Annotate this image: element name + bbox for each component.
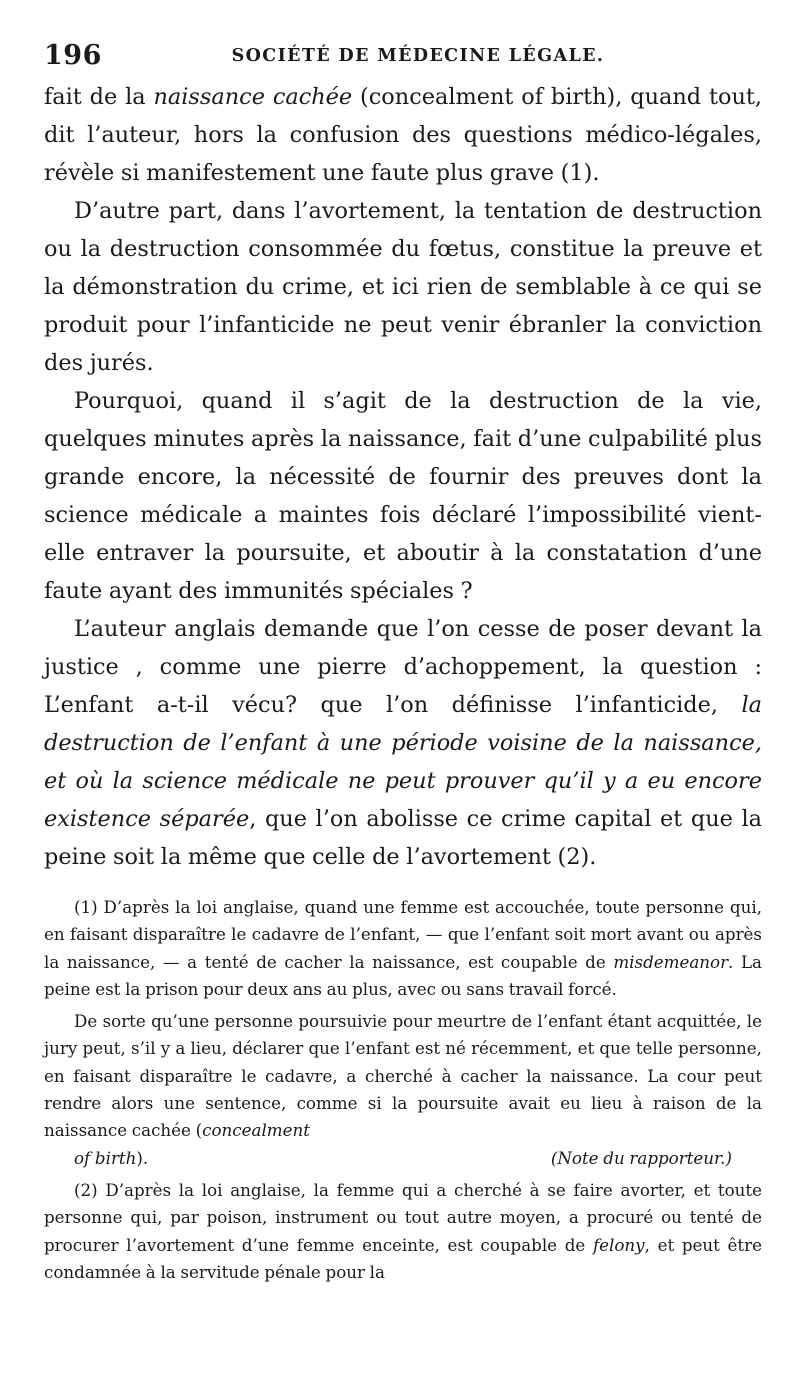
book-page: [44, 40, 762, 1286]
footnote-2: (2) D’après la loi anglaise, la femme qui a cherché à se faire avorter, et toute personne qui, par poison, instrument ou tout autre moyen, a procuré ou tenté de procurer l’avortement d’une femme enceinte, est coupable de felony, et peut être condamnée à la servitude pénale pour la: [44, 1179, 762, 1282]
body-text: [44, 78, 762, 876]
footnotes: [44, 894, 762, 1286]
paragraph-2: D’autre part, dans l’avortement, la tentation de destruction ou la destruction consommée du fœtus, constitue la preuve et la démonstration du crime, et ici rien de semblable à ce qui se produit pour l’infanticide ne peut venir ébranler la conviction des jurés.: [44, 198, 762, 376]
paragraph-3: Pourquoi, quand il s’agit de la destruction de la vie, quelques minutes après la naissance, fait d’une culpabilité plus grande encore, la nécessité de fournir des preuves dont la science médicale a maintes fois déclaré l’impossibilité vient-elle entraver la poursuite, et aboutir à la constatation d’une faute ayant des immunités spéciales ?: [44, 388, 762, 604]
note-attribution: (Note du rapporteur.): [550, 1147, 732, 1168]
paragraph-4: L’auteur anglais demande que l’on cesse de poser devant la justice , comme une pierre d’achoppement, la question : L’enfant a-t-il vécu? que l’on définisse l’infanticide, la destruction de l’enfant à une période voisine de la naissance, et où la science médicale ne peut prouver qu’il y a eu encore existence séparée, que l’on abolisse ce crime capital et que la peine soit la même que celle de l’avortement (2).: [44, 616, 762, 870]
italic-term: naissance cachée: [153, 84, 353, 110]
paragraph-1: fait de la naissance cachée (concealment of birth), quand tout, dit l’auteur, hors la confusion des questions médico-légales, révèle si manifestement une faute plus grave (1).: [44, 84, 762, 186]
footnote-1: (1) D’après la loi anglaise, quand une femme est accouchée, toute personne qui, en faisant disparaître le cadavre de l’enfant, — que l’enfant soit mort avant ou après la naissance, — a tenté de cacher la naissance, est coupable de misdemeanor. La peine est la prison pour deux ans au plus, avec ou sans travail forcé.: [44, 897, 762, 999]
running-title: SOCIÉTÉ DE MÉDECINE LÉGALE.: [231, 46, 605, 66]
footnote-1-end: of birth). (Note du rapporteur.): [44, 1145, 762, 1172]
running-head: [44, 40, 762, 78]
footnote-1-continued: De sorte qu’une personne poursuivie pour meurtre de l’enfant étant acquittée, le jury peut, s’il y a lieu, déclarer que l’enfant est né récemment, et que telle personne, en faisant disparaître le cadavre, a cherché à cacher la naissance. La cour peut rendre alors une sentence, comme si la poursuite avait eu lieu à raison de la naissance cachée (concealment: [44, 1011, 762, 1141]
italic-definition: la destruction de l’enfant à une période voisine de la naissance, et où la science médicale ne peut prouver qu’il y a eu encore existence séparée: [44, 692, 762, 832]
page-number: 196: [44, 40, 102, 71]
